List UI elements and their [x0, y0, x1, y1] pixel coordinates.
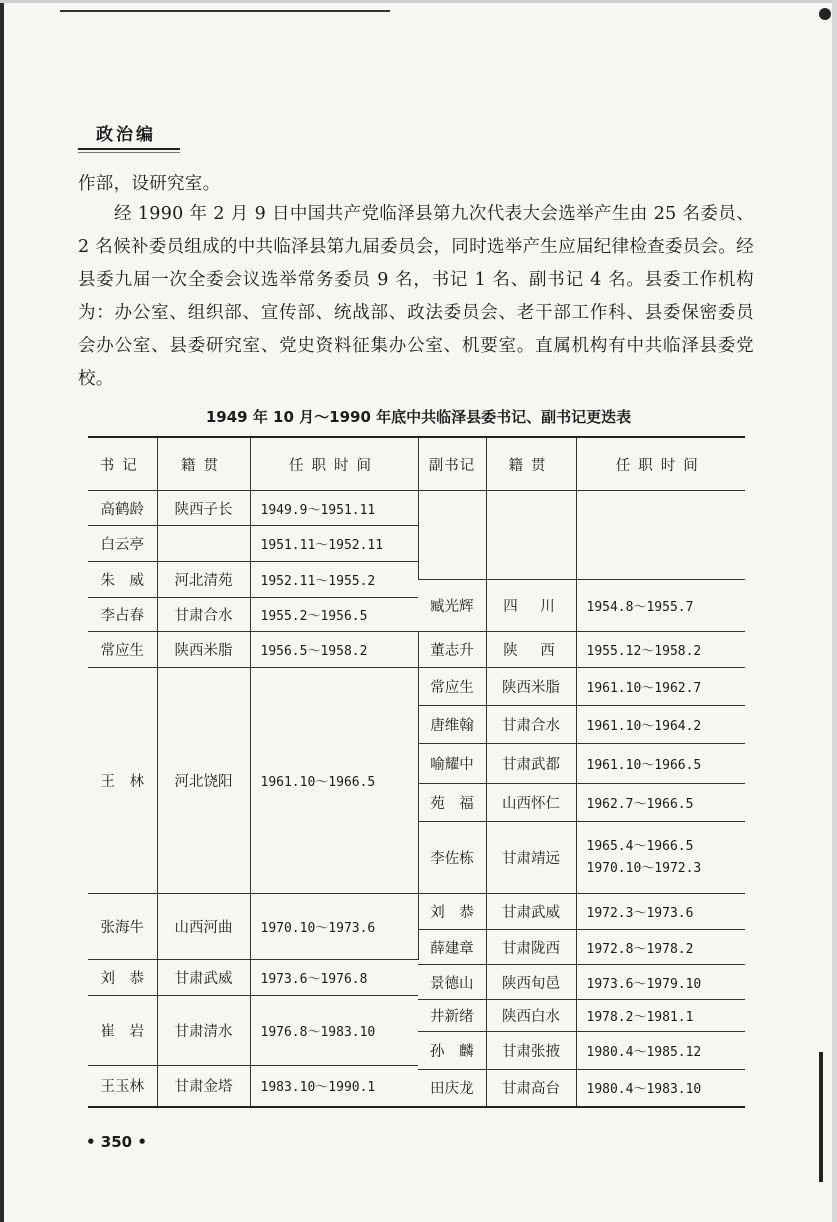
deputy-origin: 甘肃高台 [486, 1070, 576, 1107]
table-row [88, 632, 745, 668]
deputy-name-empty [418, 491, 486, 580]
deputy-origin: 甘肃陇西 [486, 930, 576, 965]
deputy-term: 1961.10～1962.7 [576, 668, 745, 706]
deputy-origin: 陕 西 [486, 632, 576, 668]
deputy-name: 常应生 [418, 668, 486, 706]
deputy-term-second: 1970.10～1972.3 [586, 860, 702, 876]
deputy-term: 1980.4～1983.10 [576, 1070, 745, 1107]
deputy-term: 1972.3～1973.6 [576, 894, 745, 930]
deputy-origin: 四 川 [486, 580, 576, 632]
secretary-origin: 甘肃金塔 [157, 1066, 250, 1107]
deputy-origin: 甘肃武都 [486, 744, 576, 784]
scan-edge-top [0, 0, 837, 3]
secretary-term: 1983.10～1990.1 [250, 1066, 418, 1107]
scan-artifact-dot [819, 8, 831, 20]
secretary-name: 李占春 [88, 598, 157, 632]
scan-edge-left [0, 0, 4, 1222]
secretary-term: 1970.10～1973.6 [250, 894, 418, 960]
col-header-origin: 籍贯 [157, 437, 250, 491]
deputy-origin: 甘肃张掖 [486, 1032, 576, 1070]
secretary-origin: 河北清苑 [157, 562, 250, 598]
deputy-name: 苑 福 [418, 784, 486, 822]
table-row [88, 668, 745, 706]
succession-table [88, 436, 745, 1108]
table-header-row [88, 437, 745, 491]
deputy-origin: 陕西米脂 [486, 668, 576, 706]
secretary-name: 高鹤龄 [88, 491, 157, 526]
deputy-origin: 甘肃靖远 [486, 822, 576, 894]
secretary-origin: 甘肃武威 [157, 960, 250, 996]
col-header-term: 任职时间 [250, 437, 418, 491]
secretary-term: 1976.8～1983.10 [250, 996, 418, 1066]
col-header-deputy-origin: 籍贯 [486, 437, 576, 491]
secretary-term: 1973.6～1976.8 [250, 960, 418, 996]
secretary-term: 1961.10～1966.5 [250, 668, 418, 894]
deputy-term: 1972.8～1978.2 [576, 930, 745, 965]
secretary-term: 1955.2～1956.5 [250, 598, 418, 632]
deputy-term: 1962.7～1966.5 [576, 784, 745, 822]
secretary-origin: 河北饶阳 [157, 668, 250, 894]
header-rule [78, 148, 180, 150]
deputy-origin: 陕西白水 [486, 1000, 576, 1032]
col-header-deputy-term: 任职时间 [576, 437, 745, 491]
secretary-origin: 陕西米脂 [157, 632, 250, 668]
table-row [88, 491, 745, 526]
deputy-name: 臧光辉 [418, 580, 486, 632]
deputy-name: 李佐栋 [418, 822, 486, 894]
deputy-name: 薛建章 [418, 930, 486, 965]
deputy-name: 景德山 [418, 965, 486, 1000]
deputy-term-empty [576, 491, 745, 580]
table-title: 1949 年 10 月～1990 年底中共临泽县委书记、副书记更迭表 [205, 408, 632, 426]
paragraph-continuation: 作部，设研究室。 [78, 174, 221, 194]
secretary-name: 王玉林 [88, 1066, 157, 1107]
secretary-name: 张海牛 [88, 894, 157, 960]
scan-artifact-line [60, 10, 390, 12]
deputy-name: 田庆龙 [418, 1070, 486, 1107]
deputy-origin: 山西怀仁 [486, 784, 576, 822]
deputy-term-first: 1965.4～1966.5 [586, 838, 694, 854]
secretary-name: 王 林 [88, 668, 157, 894]
secretary-origin: 陕西子长 [157, 491, 250, 526]
secretary-origin: 甘肃清水 [157, 996, 250, 1066]
secretary-term: 1951.11～1952.11 [250, 526, 418, 562]
deputy-term: 1961.10～1966.5 [576, 744, 745, 784]
deputy-term: 1980.4～1985.12 [576, 1032, 745, 1070]
secretary-name: 刘 恭 [88, 960, 157, 996]
deputy-term: 1978.2～1981.1 [576, 1000, 745, 1032]
deputy-name: 孙 麟 [418, 1032, 486, 1070]
secretary-origin: 山西河曲 [157, 894, 250, 960]
deputy-origin-empty [486, 491, 576, 580]
table-row [88, 894, 745, 930]
deputy-term: 1961.10～1964.2 [576, 706, 745, 744]
secretary-term: 1952.11～1955.2 [250, 562, 418, 598]
deputy-term-multi [576, 822, 745, 894]
secretary-term: 1956.5～1958.2 [250, 632, 418, 668]
section-header: 政治编 [96, 125, 156, 145]
scan-edge-right [832, 0, 837, 1222]
col-header-secretary: 书记 [88, 437, 157, 491]
deputy-name: 井新绪 [418, 1000, 486, 1032]
secretary-origin: 甘肃合水 [157, 598, 250, 632]
secretary-name: 朱 威 [88, 562, 157, 598]
deputy-origin: 甘肃武威 [486, 894, 576, 930]
secretary-term: 1949.9～1951.11 [250, 491, 418, 526]
secretary-name: 崔 岩 [88, 996, 157, 1066]
deputy-name: 刘 恭 [418, 894, 486, 930]
header-rule-thin [78, 152, 180, 153]
deputy-term: 1955.12～1958.2 [576, 632, 745, 668]
deputy-term: 1973.6～1979.10 [576, 965, 745, 1000]
deputy-origin: 陕西旬邑 [486, 965, 576, 1000]
page-number: • 350 • [86, 1133, 147, 1151]
scan-artifact-stripe [819, 1052, 823, 1182]
secretary-name: 白云亭 [88, 526, 157, 562]
col-header-deputy: 副书记 [418, 437, 486, 491]
deputy-name: 喻耀中 [418, 744, 486, 784]
deputy-name: 董志升 [418, 632, 486, 668]
secretary-name: 常应生 [88, 632, 157, 668]
deputy-name: 唐维翰 [418, 706, 486, 744]
deputy-origin: 甘肃合水 [486, 706, 576, 744]
deputy-term: 1954.8～1955.7 [576, 580, 745, 632]
secretary-origin [157, 526, 250, 562]
paragraph-main: 经 1990 年 2 月 9 日中国共产党临泽县第九次代表大会选举产生由 25 名委员、2 名候补委员组成的中共临泽县第九届委员会，同时选举产生应届纪律检查委员会。经县委九届一次全委会议选举常务委员 9 名，书记 1 名、副书记 4 名。县委工作机构为：办公室、组织部、宣传部、统战部、政法委员会、老干部工作科、县委保密委员会办公室、县委研究室、党史资料征集办公室、机要室。直属机构有中共临泽县委党校。 [78, 204, 754, 389]
